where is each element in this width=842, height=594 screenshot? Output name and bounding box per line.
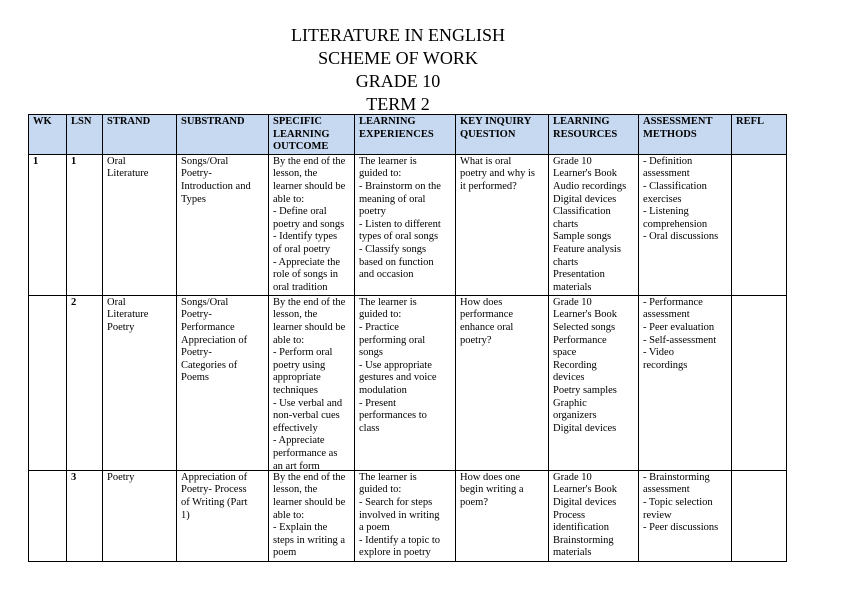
cell-line: Sample songs xyxy=(553,231,612,243)
cell-line: poem? xyxy=(460,496,488,508)
cell-resources xyxy=(549,470,639,561)
cell-line: SUBSTRAND xyxy=(181,116,245,127)
cell-line: The learner is xyxy=(359,296,417,308)
cell-line: Appreciation of xyxy=(181,334,248,346)
cell-line: learner should be xyxy=(273,180,346,192)
cell-line: By the end of the xyxy=(273,296,346,308)
cell-line: materials xyxy=(553,281,592,293)
cell-line: guided to: xyxy=(359,309,402,321)
cell-line: How does xyxy=(460,296,503,308)
cell-inquiry-question xyxy=(456,154,549,295)
cell-content xyxy=(460,156,545,295)
cell-line: Appreciation of xyxy=(181,471,248,483)
cell-line: Literature xyxy=(107,309,149,321)
cell-line: - Video xyxy=(643,347,674,359)
cell-line: assessment xyxy=(643,168,690,180)
cell-line: - Identify types xyxy=(273,231,338,243)
cell-assessment xyxy=(639,470,732,561)
cell-line: assessment xyxy=(643,484,690,496)
cell-line: guided to: xyxy=(359,168,402,180)
cell-lesson xyxy=(67,154,103,295)
header-key-inquiry-question xyxy=(456,115,549,155)
cell-assessment xyxy=(639,154,732,295)
cell-line: 3 xyxy=(71,471,77,483)
cell-line: Graphic xyxy=(553,397,587,409)
cell-line: space xyxy=(553,347,577,359)
cell-line: songs xyxy=(359,347,383,359)
cell-outcome xyxy=(269,470,355,561)
cell-reflection xyxy=(732,154,787,295)
cell-line: devices xyxy=(553,372,585,384)
title-subject: LITERATURE IN ENGLISH xyxy=(291,25,505,45)
cell-content xyxy=(359,156,452,295)
cell-inquiry-question xyxy=(456,470,549,561)
cell-line: organizers xyxy=(553,410,597,422)
cell-line: ASSESSMENT xyxy=(643,116,713,127)
cell-line: Literature xyxy=(107,168,149,180)
cell-line: performance xyxy=(460,309,514,321)
title-grade: GRADE 10 xyxy=(355,71,441,91)
cell-line: identification xyxy=(553,522,609,534)
cell-content xyxy=(359,472,452,561)
document-title xyxy=(0,24,796,116)
cell-content xyxy=(107,472,173,561)
cell-line: Performance xyxy=(553,334,607,346)
cell-line: enhance oral xyxy=(460,321,514,333)
table-row xyxy=(29,154,787,295)
cell-line: Brainstorming xyxy=(553,534,614,546)
header-learning-resources xyxy=(549,115,639,155)
header-week xyxy=(29,115,67,155)
cell-line: Poetry- xyxy=(181,309,212,321)
cell-strand xyxy=(103,470,177,561)
cell-line: Digital devices xyxy=(553,496,617,508)
cell-line: Poetry- xyxy=(181,168,212,180)
cell-inquiry-question xyxy=(456,295,549,470)
cell-line: Oral xyxy=(107,296,126,308)
cell-line: Poetry xyxy=(107,321,135,333)
cell-content xyxy=(736,472,783,561)
cell-line: - Oral discussions xyxy=(643,231,719,243)
table-row xyxy=(29,295,787,470)
cell-content xyxy=(181,156,265,295)
cell-line: Grade 10 xyxy=(553,471,592,483)
cell-line: Poetry- Process xyxy=(181,484,247,496)
cell-reflection xyxy=(732,470,787,561)
cell-line: - Search for steps xyxy=(359,496,433,508)
cell-line: 1 xyxy=(71,155,77,167)
cell-line: an art form xyxy=(273,460,320,470)
cell-line: meaning of oral xyxy=(359,193,426,205)
cell-week xyxy=(29,295,67,470)
cell-line: 1 xyxy=(33,155,39,167)
cell-line: LEARNING xyxy=(359,116,416,127)
header-specific-learning-outcome xyxy=(269,115,355,155)
cell-line: of Writing (Part xyxy=(181,496,248,508)
cell-line: By the end of the xyxy=(273,155,346,167)
cell-line: involved in writing xyxy=(359,509,440,521)
cell-line: The learner is xyxy=(359,471,417,483)
cell-line: gestures and voice xyxy=(359,372,437,384)
cell-line: poem xyxy=(273,547,297,559)
cell-content xyxy=(553,156,635,295)
cell-content xyxy=(643,297,728,470)
cell-line: recordings xyxy=(643,359,688,371)
cell-line: SPECIFIC xyxy=(273,116,323,127)
cell-line: - Explain the xyxy=(273,522,328,534)
cell-line: - Use appropriate xyxy=(359,359,432,371)
cell-line: role of songs in xyxy=(273,269,339,281)
cell-line: Poetry samples xyxy=(553,384,617,396)
cell-line: comprehension xyxy=(643,218,708,230)
cell-line: - Brainstorming xyxy=(643,471,710,483)
cell-line: Performance xyxy=(181,321,235,333)
cell-line: Learner's Book xyxy=(553,484,617,496)
cell-content xyxy=(460,297,545,470)
cell-line: Learner's Book xyxy=(553,168,617,180)
cell-content xyxy=(643,156,728,295)
cell-line: Poems xyxy=(181,372,210,384)
cell-content xyxy=(107,156,173,295)
cell-line: lesson, the xyxy=(273,168,318,180)
cell-line: - Present xyxy=(359,397,397,409)
cell-outcome xyxy=(269,295,355,470)
cell-line: Grade 10 xyxy=(553,296,592,308)
cell-assessment xyxy=(639,295,732,470)
cell-line: - Practice xyxy=(359,321,399,333)
cell-line: What is oral xyxy=(460,155,512,167)
cell-line: How does one xyxy=(460,471,521,483)
cell-line: Presentation xyxy=(553,269,605,281)
cell-line: Digital devices xyxy=(553,193,617,205)
cell-line: WK xyxy=(33,116,52,127)
cell-content xyxy=(71,297,99,470)
cell-resources xyxy=(549,295,639,470)
cell-line: Songs/Oral xyxy=(181,155,229,167)
cell-line: performances to xyxy=(359,410,427,422)
cell-content xyxy=(460,472,545,561)
cell-content xyxy=(643,472,728,561)
header-strand xyxy=(103,115,177,155)
cell-substrand xyxy=(177,154,269,295)
cell-experiences xyxy=(355,154,456,295)
cell-line: lesson, the xyxy=(273,309,318,321)
cell-line: able to: xyxy=(273,193,305,205)
cell-week xyxy=(29,470,67,561)
cell-line: non-verbal cues xyxy=(273,410,340,422)
cell-line: LSN xyxy=(71,116,92,127)
cell-line: EXPERIENCES xyxy=(359,128,434,140)
cell-substrand xyxy=(177,470,269,561)
cell-content xyxy=(553,472,635,561)
cell-line: OUTCOME xyxy=(273,141,329,153)
cell-line: assessment xyxy=(643,309,690,321)
cell-line: 2 xyxy=(71,296,77,308)
cell-line: explore in poetry xyxy=(359,547,431,559)
cell-line: - Definition xyxy=(643,155,693,167)
cell-content xyxy=(33,156,63,295)
cell-line: learner should be xyxy=(273,321,346,333)
title-term: TERM 2 xyxy=(366,94,430,114)
cell-line: STRAND xyxy=(107,116,151,127)
cell-line: - Appreciate xyxy=(273,435,325,447)
cell-content xyxy=(553,297,635,470)
cell-substrand xyxy=(177,295,269,470)
scheme-of-work-table xyxy=(28,114,787,562)
cell-line: charts xyxy=(553,256,579,268)
cell-strand xyxy=(103,154,177,295)
cell-content xyxy=(273,156,351,295)
cell-line: REFL xyxy=(736,116,765,127)
cell-reflection xyxy=(732,295,787,470)
cell-strand xyxy=(103,295,177,470)
cell-line: it performed? xyxy=(460,180,517,192)
cell-week xyxy=(29,154,67,295)
cell-line: begin writing a xyxy=(460,484,524,496)
cell-outcome xyxy=(269,154,355,295)
cell-line: Introduction and xyxy=(181,180,251,192)
cell-resources xyxy=(549,154,639,295)
cell-line: poetry? xyxy=(460,334,492,346)
cell-line: Feature analysis xyxy=(553,243,621,255)
cell-line: effectively xyxy=(273,422,318,434)
cell-experiences xyxy=(355,470,456,561)
cell-line: exercises xyxy=(643,193,682,205)
cell-line: Process xyxy=(553,509,586,521)
cell-line: based on function xyxy=(359,256,434,268)
cell-content xyxy=(273,297,351,470)
cell-line: - Identify a topic to xyxy=(359,534,441,546)
cell-line: techniques xyxy=(273,384,318,396)
cell-line: - Performance xyxy=(643,296,703,308)
cell-content xyxy=(181,297,265,470)
cell-line: - Brainstorm on the xyxy=(359,180,441,192)
cell-content xyxy=(33,472,63,561)
cell-line: Classification xyxy=(553,206,611,218)
cell-content xyxy=(71,156,99,295)
cell-line: guided to: xyxy=(359,484,402,496)
cell-line: Selected songs xyxy=(553,321,616,333)
cell-line: - Use verbal and xyxy=(273,397,343,409)
cell-line: - Classification xyxy=(643,180,707,192)
cell-line: - Peer evaluation xyxy=(643,321,715,333)
cell-line: - Self-assessment xyxy=(643,334,717,346)
cell-line: Poetry xyxy=(107,471,135,483)
cell-line: Oral xyxy=(107,155,126,167)
cell-line: appropriate xyxy=(273,372,321,384)
cell-line: - Define oral xyxy=(273,206,327,218)
cell-line: lesson, the xyxy=(273,484,318,496)
cell-line: RESOURCES xyxy=(553,128,618,140)
cell-line: modulation xyxy=(359,384,407,396)
cell-line: The learner is xyxy=(359,155,417,167)
cell-line: - Listening xyxy=(643,206,689,218)
cell-line: METHODS xyxy=(643,128,697,140)
title-scheme: SCHEME OF WORK xyxy=(318,48,478,68)
cell-line: poetry and why is xyxy=(460,168,535,180)
cell-line: steps in writing a xyxy=(273,534,346,546)
cell-lesson xyxy=(67,470,103,561)
cell-line: performing oral xyxy=(359,334,426,346)
cell-line: of oral poetry xyxy=(273,243,331,255)
header-reflection xyxy=(732,115,787,155)
cell-line: Songs/Oral xyxy=(181,296,229,308)
cell-line: Recording xyxy=(553,359,597,371)
cell-line: class xyxy=(359,422,380,434)
cell-line: 1) xyxy=(181,509,190,521)
cell-line: poetry xyxy=(359,206,386,218)
cell-line: - Listen to different xyxy=(359,218,441,230)
cell-content xyxy=(33,297,63,470)
cell-content xyxy=(273,472,351,561)
header-assessment-methods xyxy=(639,115,732,155)
cell-content xyxy=(107,297,173,470)
cell-line: - Topic selection xyxy=(643,496,713,508)
cell-content xyxy=(736,297,783,470)
cell-line: Learner's Book xyxy=(553,309,617,321)
cell-line: poetry using xyxy=(273,359,326,371)
cell-content xyxy=(71,472,99,561)
cell-line: able to: xyxy=(273,334,305,346)
cell-line: QUESTION xyxy=(460,128,516,140)
cell-content xyxy=(736,156,783,295)
cell-line: - Perform oral xyxy=(273,347,333,359)
cell-experiences xyxy=(355,295,456,470)
cell-line: - Classify songs xyxy=(359,243,427,255)
cell-line: and occasion xyxy=(359,269,414,281)
cell-line: Grade 10 xyxy=(553,155,592,167)
cell-line: LEARNING xyxy=(553,116,610,127)
header-lesson xyxy=(67,115,103,155)
cell-lesson xyxy=(67,295,103,470)
cell-line: poetry and songs xyxy=(273,218,345,230)
cell-line: learner should be xyxy=(273,496,346,508)
cell-line: able to: xyxy=(273,509,305,521)
cell-line: Poetry- xyxy=(181,347,212,359)
cell-line: Digital devices xyxy=(553,422,617,434)
cell-line: LEARNING xyxy=(273,128,330,140)
cell-line: Audio recordings xyxy=(553,180,627,192)
header-learning-experiences xyxy=(355,115,456,155)
cell-line: Categories of xyxy=(181,359,238,371)
cell-content xyxy=(181,472,265,561)
cell-line: performance as xyxy=(273,447,338,459)
header-row xyxy=(29,115,787,155)
cell-line: charts xyxy=(553,218,579,230)
cell-line: a poem xyxy=(359,522,390,534)
cell-line: types of oral songs xyxy=(359,231,439,243)
cell-line: Types xyxy=(181,193,206,205)
cell-line: - Peer discussions xyxy=(643,522,719,534)
cell-line: review xyxy=(643,509,672,521)
cell-content xyxy=(359,297,452,470)
cell-line: By the end of the xyxy=(273,471,346,483)
cell-line: materials xyxy=(553,547,592,559)
table-row xyxy=(29,470,787,561)
header-substrand xyxy=(177,115,269,155)
cell-line: - Appreciate the xyxy=(273,256,341,268)
cell-line: KEY INQUIRY xyxy=(460,116,532,127)
cell-line: oral tradition xyxy=(273,281,328,293)
